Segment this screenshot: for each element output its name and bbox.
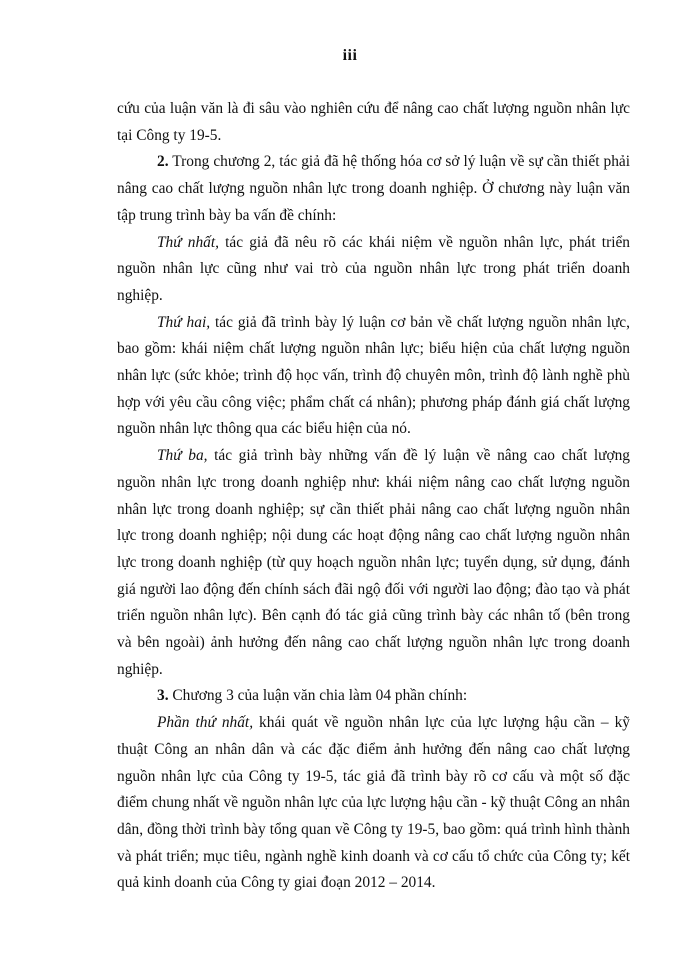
paragraph-7-text: khái quát về nguồn nhân lực của lực lượng hậu cần – kỹ thuật Công an nhân dân và các đặc điểm ảnh hưởng đến nâng cao chất lượng nguồn nhân lực của Công ty 19-5, tác giả đã trình bày rõ cơ cấu và một số đặc điểm chung nhất về nguồn nhân lực của lực lượng hậu cần - kỹ thuật Công an nhân dân, đồng thời trình bày tổng quan về Công ty 19-5, bao gồm: quá trình hình thành và phát triển; mục tiêu, ngành nghề kinh doanh và cơ cấu tổ chức của Công ty; kết quả kinh doanh của Công ty giai đoạn 2012 – 2014.: [117, 714, 630, 892]
paragraph-4: [117, 310, 630, 444]
paragraph-1: [117, 96, 630, 149]
paragraph-6-text: Chương 3 của luận văn chia làm 04 phần chính:: [168, 687, 468, 705]
paragraph-4-lead: Thứ hai,: [157, 313, 211, 331]
paragraph-5-lead: Thứ ba,: [157, 447, 208, 465]
paragraph-3: [117, 230, 630, 310]
paragraph-7: [117, 710, 630, 897]
paragraph-7-lead: Phần thứ nhất,: [157, 714, 254, 732]
paragraph-4-text: tác giả đã trình bày lý luận cơ bản về chất lượng nguồn nhân lực, bao gồm: khái niệm chất lượng nguồn nhân lực; biểu hiện của chất lượng nguồn nhân lực (sức khỏe; trình độ học vấn, trình độ chuyên môn, trình độ lành nghề phù hợp với yêu cầu công việc; phẩm chất cá nhân); phương pháp đánh giá chất lượng nguồn nhân lực thông qua các biểu hiện của nó.: [117, 313, 630, 438]
page-number: iii: [342, 47, 358, 64]
paragraph-3-lead: Thứ nhất,: [157, 233, 220, 251]
paragraph-3-text: tác giả đã nêu rõ các khái niệm về nguồn nhân lực, phát triển nguồn nhân lực cũng như vai trò của nguồn nhân lực trong phát triển doanh nghiệp.: [117, 233, 631, 304]
document-body: [117, 96, 630, 897]
paragraph-5: [117, 443, 630, 683]
paragraph-6-number: 3.: [157, 687, 169, 705]
paragraph-2-text: Trong chương 2, tác giả đã hệ thống hóa cơ sở lý luận về sự cần thiết phải nâng cao chất lượng nguồn nhân lực trong doanh nghiệp. Ở chương này luận văn tập trung trình bày ba vấn đề chính:: [117, 153, 630, 224]
paragraph-2-number: 2.: [157, 153, 169, 171]
paragraph-2: [117, 149, 630, 229]
paragraph-6: [117, 683, 630, 710]
paragraph-1-text: cứu của luận văn là đi sâu vào nghiên cứu để nâng cao chất lượng nguồn nhân lực tại Công ty 19-5.: [117, 100, 630, 144]
paragraph-5-text: tác giả trình bày những vấn đề lý luận về nâng cao chất lượng nguồn nhân lực trong doanh nghiệp như: khái niệm nâng cao chất lượng nguồn nhân lực trong doanh nghiệp; sự cần thiết phải nâng cao chất lượng nguồn nhân lực trong doanh nghiệp; nội dung các hoạt động nâng cao chất lượng nguồn nhân lực trong doanh nghiệp (từ quy hoạch nguồn nhân lực; tuyển dụng, sử dụng, đánh giá người lao động đến chính sách đãi ngộ đối với người lao động; đào tạo và phát triển nguồn nhân lực). Bên cạnh đó tác giả cũng trình bày các nhân tố (bên trong và bên ngoài) ảnh hưởng đến nâng cao chất lượng nguồn nhân lực trong doanh nghiệp.: [117, 447, 630, 678]
